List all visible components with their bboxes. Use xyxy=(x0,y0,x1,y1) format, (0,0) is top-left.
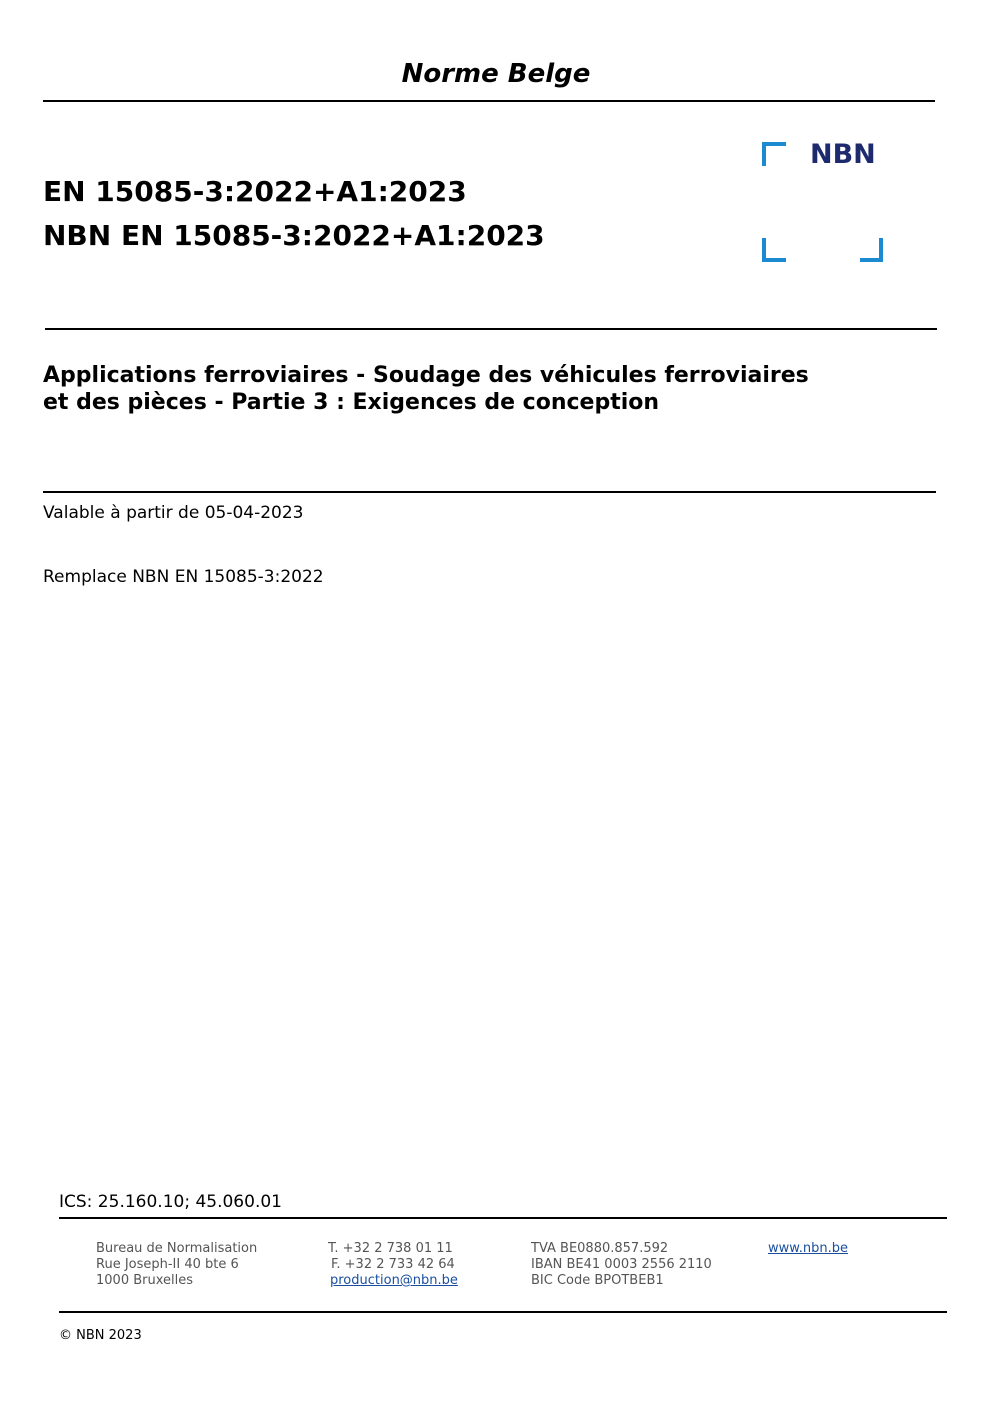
footer-address xyxy=(96,1241,257,1289)
section-divider-2 xyxy=(43,491,936,493)
fax-number: F. +32 2 733 42 64 xyxy=(331,1257,455,1272)
logo-text: NBN xyxy=(810,139,876,170)
standard-en-code: EN 15085-3:2022+A1:2023 xyxy=(43,175,467,208)
document-title-line2: et des pièces - Partie 3 : Exigences de conception xyxy=(43,390,660,415)
footer-top-divider xyxy=(59,1217,947,1219)
footer-web xyxy=(768,1241,848,1257)
tva-number: TVA BE0880.857.592 xyxy=(531,1241,669,1256)
address-line: Bureau de Normalisation xyxy=(96,1241,258,1256)
phone-number: T. +32 2 738 01 11 xyxy=(328,1241,453,1256)
website-link[interactable]: www.nbn.be xyxy=(768,1241,848,1256)
email-link[interactable]: production@nbn.be xyxy=(330,1273,458,1288)
standard-nbn-code: NBN EN 15085-3:2022+A1:2023 xyxy=(43,219,545,252)
footer-contact xyxy=(328,1241,458,1289)
nbn-logo xyxy=(762,139,884,263)
document-title-line1: Applications ferroviaires - Soudage des véhicules ferroviaires xyxy=(43,363,809,388)
address-line: Rue Joseph-II 40 bte 6 xyxy=(96,1257,239,1272)
ics-codes: ICS: 25.160.10; 45.060.01 xyxy=(59,1192,282,1212)
section-divider-1 xyxy=(45,328,937,330)
replaces: Remplace NBN EN 15085-3:2022 xyxy=(43,567,324,587)
address-line: 1000 Bruxelles xyxy=(96,1273,194,1288)
bic-code: BIC Code BPOTBEB1 xyxy=(531,1273,664,1288)
header-title: Norme Belge xyxy=(401,59,591,89)
document-title xyxy=(43,362,923,416)
footer-bottom-divider xyxy=(59,1311,947,1313)
valid-from: Valable à partir de 05-04-2023 xyxy=(43,503,304,523)
iban-number: IBAN BE41 0003 2556 2110 xyxy=(531,1257,712,1272)
footer-bank xyxy=(531,1241,712,1289)
header-divider xyxy=(43,100,935,102)
copyright: © NBN 2023 xyxy=(59,1328,142,1343)
